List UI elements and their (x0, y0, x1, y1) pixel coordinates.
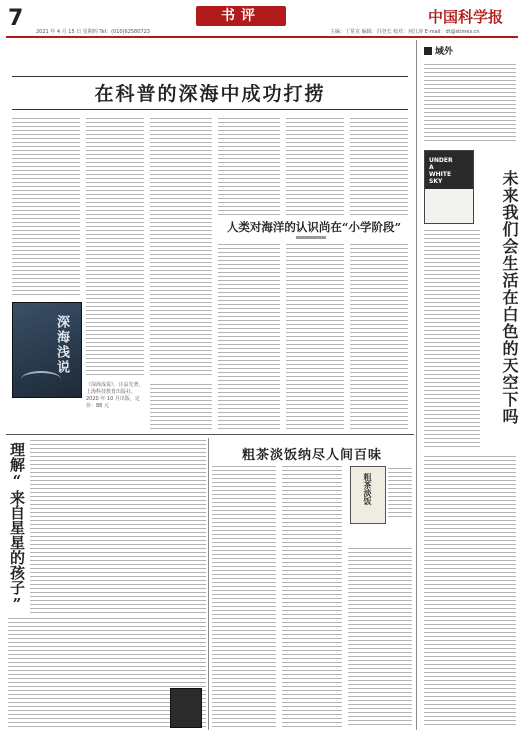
page-number: 7 (8, 6, 24, 31)
lead-article (6, 40, 414, 432)
book-cover-line-2: A (429, 164, 434, 171)
tea-book-cover-title: 粗茶淡饭 (363, 473, 373, 505)
lead-title: 在科普的深海中成功打捞 (94, 83, 326, 105)
book-cover-line-1: UNDER (429, 157, 453, 164)
section-label-box (424, 44, 464, 58)
lead-text-col-5 (286, 118, 344, 216)
lead-text-col-2 (86, 118, 144, 378)
bottom-center-article (210, 438, 414, 730)
under-a-white-sky-book-cover (424, 150, 474, 224)
lead-byline (296, 236, 326, 239)
section-name: 书评 (221, 8, 261, 24)
section-label-mark (424, 47, 432, 55)
autism-book-cover (170, 688, 202, 728)
lead-text-col-4 (218, 118, 280, 216)
bottom-center-title: 粗茶淡饭纳尽人间百味 (241, 448, 382, 463)
right-column-title: 未来我们会生活在白色的天空下吗 (500, 170, 519, 425)
tea-book-caption (388, 468, 412, 518)
newspaper-name: 中国科学报 (428, 8, 504, 26)
bottom-center-text-3 (348, 548, 412, 728)
lead-text-col-10 (150, 384, 212, 430)
bottom-center-text-1 (212, 466, 276, 728)
lead-right-divider (416, 40, 417, 730)
right-intro-text (424, 64, 516, 144)
book-cover-line-4: SKY (429, 178, 443, 185)
date-line: 2021 年 4 月 15 日 星期四 Tel：(010)62580723 (36, 29, 150, 35)
lead-subtitle: 人类对海洋的认识尚在“小学阶段” (226, 220, 402, 234)
right-text-lower (424, 456, 516, 728)
header-rule (6, 36, 518, 38)
cover-wave (21, 371, 61, 387)
page-header (0, 0, 524, 36)
deep-sea-book-cover (12, 302, 82, 398)
book-cover-title: 深海浅说 (54, 315, 69, 375)
section-label: 域外 (435, 47, 454, 57)
editor-line: 主编：丁常克 编辑：冯登长 校对：何江涛 E-mail：dt@stimes.cn (330, 29, 480, 35)
tea-book-cover (350, 466, 386, 524)
lead-text-col-7 (218, 244, 280, 430)
lead-text-col-3 (150, 118, 212, 378)
bottom-center-text-2 (282, 466, 342, 728)
lead-text-col-9 (350, 244, 408, 430)
section-badge (196, 6, 286, 26)
lead-title-box (12, 76, 408, 110)
bottom-left-text-upper (30, 440, 206, 614)
lead-text-col-8 (286, 244, 344, 430)
lead-text-col-1 (12, 118, 80, 298)
deep-sea-book-caption: 《深海浅说》，汪品先著，上海科技教育出版社，2020 年 10 月出版，定价：88 元 (86, 382, 144, 409)
bottom-left-title: 理解“来自星星的孩子” (8, 442, 26, 613)
lead-text-col-6 (350, 118, 408, 216)
middle-divider (6, 434, 414, 435)
book-cover-line-3: WHITE (429, 171, 452, 178)
right-text-upper (424, 230, 480, 450)
right-column (420, 40, 520, 730)
bottom-left-article (6, 438, 206, 730)
bottom-left-divider (208, 438, 209, 730)
